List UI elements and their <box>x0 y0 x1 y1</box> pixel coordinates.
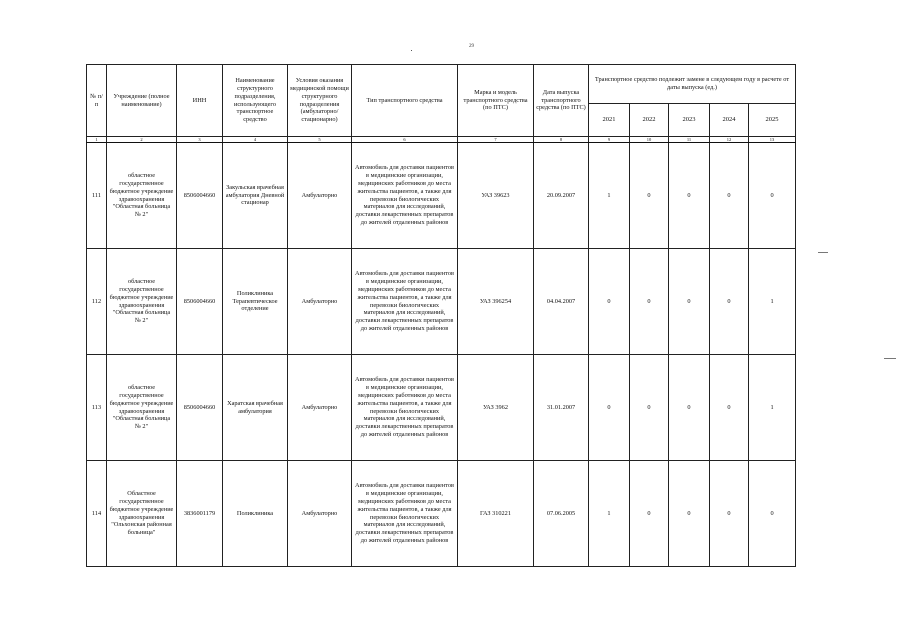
row-conditions: Амбулаторно <box>288 461 352 567</box>
row-conditions: Амбулаторно <box>288 143 352 249</box>
row-year-value: 1 <box>589 461 630 567</box>
column-number: 8 <box>534 137 589 143</box>
column-number: 5 <box>288 137 352 143</box>
header-year: 2024 <box>710 104 749 137</box>
table-row <box>87 143 796 249</box>
header-release-date: Дата выпуска транспортного средства (по ПТС) <box>534 65 589 137</box>
header-model: Марка и модель транспортного средства (по ПТС) <box>458 65 534 137</box>
row-year-value: 0 <box>589 249 630 355</box>
row-year-value: 0 <box>630 461 669 567</box>
row-institution: областное государственное бюджетное учреждение здравоохранения "Областная больница № 2" <box>107 249 177 355</box>
column-number: 11 <box>669 137 710 143</box>
row-num: 112 <box>87 249 107 355</box>
row-year-value: 1 <box>749 355 796 461</box>
row-institution: областное государственное бюджетное учреждение здравоохранения "Областная больница № 2" <box>107 355 177 461</box>
column-number: 7 <box>458 137 534 143</box>
column-number: 13 <box>749 137 796 143</box>
row-year-value: 0 <box>669 143 710 249</box>
column-number: 3 <box>177 137 223 143</box>
row-num: 113 <box>87 355 107 461</box>
header-year: 2025 <box>749 104 796 137</box>
row-year-value: 0 <box>710 461 749 567</box>
column-number: 4 <box>223 137 288 143</box>
row-year-value: 0 <box>710 249 749 355</box>
row-release-date: 04.04.2007 <box>534 249 589 355</box>
header-unit: Наименование структурного подразделения, использующего транспортное средство <box>223 65 288 137</box>
row-year-value: 0 <box>630 355 669 461</box>
header-year: 2021 <box>589 104 630 137</box>
row-year-value: 0 <box>589 355 630 461</box>
row-num: 114 <box>87 461 107 567</box>
header-row-1 <box>87 65 796 104</box>
column-number: 2 <box>107 137 177 143</box>
header-year: 2022 <box>630 104 669 137</box>
scan-speck <box>884 358 896 359</box>
row-institution: Областное государственное бюджетное учреждение здравоохранения "Ольхонская районная больница" <box>107 461 177 567</box>
row-inn: 3836001179 <box>177 461 223 567</box>
row-unit: Поликлиника Терапевтическое отделение <box>223 249 288 355</box>
row-year-value: 0 <box>749 143 796 249</box>
row-release-date: 31.01.2007 <box>534 355 589 461</box>
row-inn: 8506004660 <box>177 355 223 461</box>
table-row <box>87 249 796 355</box>
row-vehicle-type: Автомобиль для доставки пациентов в медицинские организации, медицинских работников до места жительства пациентов, а также для перевозки биологических материалов для исследований, доставки лекарственных препаратов до жителей отдаленных районов <box>352 249 458 355</box>
row-year-value: 0 <box>669 461 710 567</box>
row-release-date: 07.06.2005 <box>534 461 589 567</box>
row-model: УАЗ 39623 <box>458 143 534 249</box>
column-number: 12 <box>710 137 749 143</box>
row-conditions: Амбулаторно <box>288 355 352 461</box>
row-institution: областное государственное бюджетное учреждение здравоохранения "Областная больница № 2" <box>107 143 177 249</box>
row-unit: Харатская врачебная амбулатория <box>223 355 288 461</box>
table-row <box>87 461 796 567</box>
row-year-value: 0 <box>710 355 749 461</box>
row-year-value: 0 <box>630 249 669 355</box>
column-number: 6 <box>352 137 458 143</box>
page-number: 29 <box>469 44 474 49</box>
row-conditions: Амбулаторно <box>288 249 352 355</box>
row-num: 111 <box>87 143 107 249</box>
row-year-value: 1 <box>749 249 796 355</box>
row-year-value: 0 <box>749 461 796 567</box>
row-year-value: 0 <box>710 143 749 249</box>
column-number: 9 <box>589 137 630 143</box>
row-year-value: 1 <box>589 143 630 249</box>
scan-speck <box>411 50 412 51</box>
row-model: УАЗ 396254 <box>458 249 534 355</box>
header-vehicle-type: Тип транспортного средства <box>352 65 458 137</box>
row-model: УАЗ 3962 <box>458 355 534 461</box>
row-inn: 8506004660 <box>177 143 223 249</box>
header-inn: ИНН <box>177 65 223 137</box>
scan-speck <box>818 252 828 253</box>
table-row <box>87 355 796 461</box>
row-year-value: 0 <box>669 249 710 355</box>
row-model: ГАЗ 310221 <box>458 461 534 567</box>
row-year-value: 0 <box>630 143 669 249</box>
row-unit: Закульская врачебная амбулатория Дневной стационар <box>223 143 288 249</box>
row-vehicle-type: Автомобиль для доставки пациентов в медицинские организации, медицинских работников до места жительства пациентов, а также для перевозки биологических материалов для исследований, доставки лекарственных препаратов до жителей отдаленных районов <box>352 143 458 249</box>
header-num: № п/п <box>87 65 107 137</box>
row-vehicle-type: Автомобиль для доставки пациентов в медицинские организации, медицинских работников до места жительства пациентов, а также для перевозки биологических материалов для исследований, доставки лекарственных препаратов до жителей отдаленных районов <box>352 355 458 461</box>
header-year: 2023 <box>669 104 710 137</box>
column-number: 1 <box>87 137 107 143</box>
row-unit: Поликлиника <box>223 461 288 567</box>
row-vehicle-type: Автомобиль для доставки пациентов в медицинские организации, медицинских работников до места жительства пациентов, а также для перевозки биологических материалов для исследований, доставки лекарственных препаратов до жителей отдаленных районов <box>352 461 458 567</box>
row-year-value: 0 <box>669 355 710 461</box>
column-number: 10 <box>630 137 669 143</box>
header-conditions: Условия оказания медицинской помощи структурного подразделения (амбулаторно/ стационарно) <box>288 65 352 137</box>
vehicles-table <box>86 64 796 567</box>
header-replacement-group: Транспортное средство подлежит замене в следующем году в расчете от даты выпуска (ед.) <box>589 65 796 104</box>
row-inn: 8506004660 <box>177 249 223 355</box>
row-release-date: 20.09.2007 <box>534 143 589 249</box>
header-institution: Учреждение (полное наименование) <box>107 65 177 137</box>
